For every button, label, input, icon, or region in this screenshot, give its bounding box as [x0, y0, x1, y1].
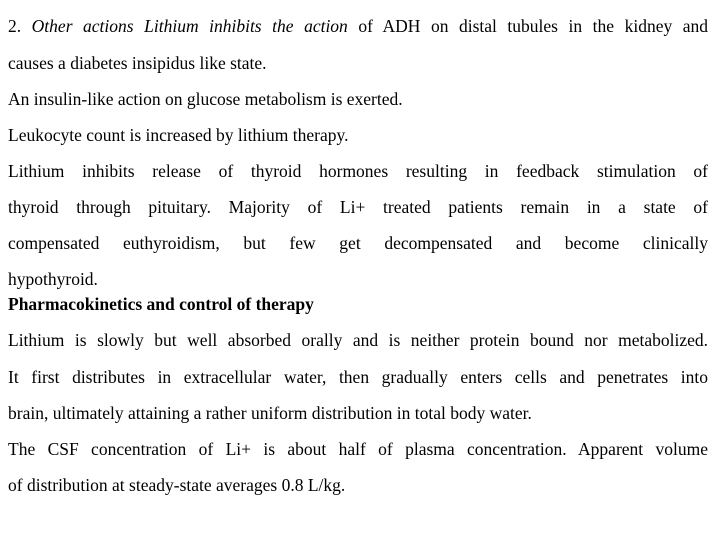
paragraph-leukocyte: Leukocyte count is increased by lithium therapy.	[8, 125, 349, 145]
paragraph-thyroid-line-2: thyroid through pituitary. Majority of Li+ treated patients remain in a state of	[8, 197, 708, 217]
paragraph-text: of ADH on distal tubules in the kidney and	[358, 16, 709, 36]
paragraph-absorption-line-1: Lithium is slowly but well absorbed orally and is neither protein bound nor metabolized.	[8, 330, 708, 350]
paragraph-other-actions-line-2: causes a diabetes insipidus like state.	[8, 53, 267, 73]
paragraph-csf-line-1: The CSF concentration of Li+ is about half of plasma concentration. Apparent volume	[8, 439, 708, 459]
list-number: 2.	[8, 16, 22, 36]
section-heading: Pharmacokinetics and control of therapy	[8, 294, 314, 314]
italic-lead-text: Other actions Lithium inhibits the action	[31, 16, 348, 36]
paragraph-absorption-line-3: brain, ultimately attaining a rather uniform distribution in total body water.	[8, 403, 532, 423]
paragraph-absorption-line-2: It first distributes in extracellular water, then gradually enters cells and penetrates into	[8, 367, 708, 387]
paragraph-other-actions-line-1	[8, 15, 708, 37]
paragraph-insulin-like: An insulin-like action on glucose metabolism is exerted.	[8, 89, 403, 109]
paragraph-thyroid-line-1: Lithium inhibits release of thyroid hormones resulting in feedback stimulation of	[8, 161, 708, 181]
paragraph-thyroid-line-3: compensated euthyroidism, but few get decompensated and become clinically	[8, 233, 708, 253]
paragraph-thyroid-line-4: hypothyroid.	[8, 269, 98, 289]
paragraph-csf-line-2: of distribution at steady-state averages 0.8 L/kg.	[8, 475, 346, 495]
